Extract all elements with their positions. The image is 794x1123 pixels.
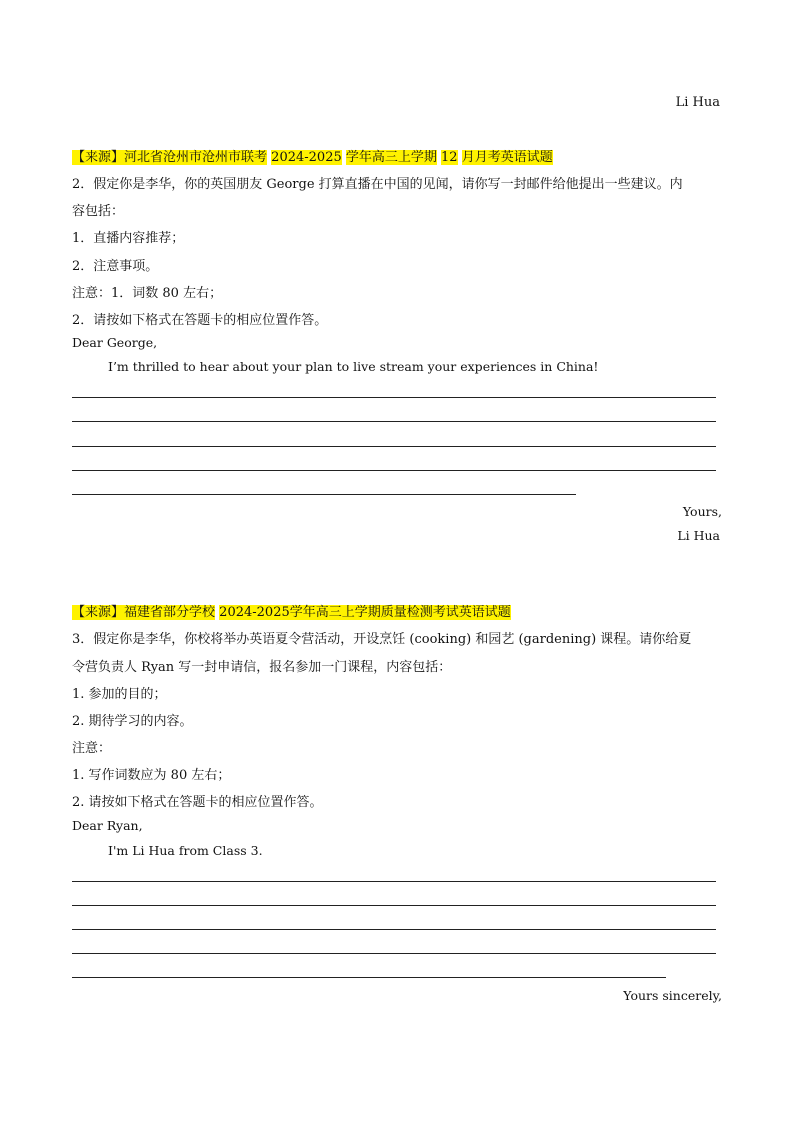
q3-source-line — [72, 601, 511, 620]
q3-note1: 1. 写作词数应为 80 左右； — [72, 768, 231, 783]
q3-item1: 1. 参加的目的； — [72, 687, 167, 702]
q3-greeting: Dear Ryan, — [72, 818, 143, 833]
q2-greeting: Dear George, — [72, 335, 158, 350]
q2-answer-line-5 — [72, 494, 576, 495]
q2-source-term: 学年高三上学期 — [345, 150, 437, 165]
q2-note2: 2．请按如下格式在答题卡的相应位置作答。 — [72, 313, 328, 328]
q2-note1: 注意：1．词数 80 左右； — [72, 286, 223, 301]
q2-prompt-line1: 2．假定你是李华，你的英国朋友 George 打算直播在中国的见闻，请你写一封邮件给他提出一些建议。内 — [72, 177, 683, 192]
q3-note2: 2. 请按如下格式在答题卡的相应位置作答。 — [72, 795, 323, 810]
q2-source-school: 河北省沧州市沧州市联考 — [124, 150, 268, 165]
q3-answer-line-1 — [72, 881, 716, 882]
q3-source-year: 2024-2025 — [219, 605, 290, 620]
q2-answer-line-4 — [72, 470, 716, 471]
q3-prompt-line2: 令营负责人 Ryan 写一封申请信，报名参加一门课程，内容包括： — [72, 660, 452, 675]
q3-answer-line-5 — [72, 977, 666, 978]
q2-source-month: 12 — [441, 150, 458, 165]
q3-note-title: 注意： — [72, 741, 112, 756]
q2-signature: Li Hua — [677, 528, 720, 543]
top-signature: Li Hua — [675, 95, 720, 110]
q2-answer-line-1 — [72, 397, 716, 398]
q3-source-exam: 学年高三上学期质量检测考试英语试题 — [289, 605, 511, 620]
q3-closing: Yours sincerely, — [623, 988, 722, 1003]
q3-source-school: 福建省部分学校 — [124, 605, 216, 620]
q3-answer-line-4 — [72, 953, 716, 954]
q3-opening: I'm Li Hua from Class 3. — [108, 843, 263, 858]
q2-answer-line-3 — [72, 446, 716, 447]
q2-closing: Yours, — [682, 504, 722, 519]
q2-item2: 2．注意事项。 — [72, 259, 159, 274]
q3-source-bracket: 【来源】 — [72, 605, 125, 620]
q2-answer-line-2 — [72, 421, 716, 422]
q2-prompt-line2: 容包括： — [72, 204, 125, 219]
q2-opening: I’m thrilled to hear about your plan to live stream your experiences in China! — [108, 359, 599, 374]
q3-item2: 2. 期待学习的内容。 — [72, 714, 193, 729]
q3-answer-line-3 — [72, 929, 716, 930]
q2-source-year: 2024-2025 — [271, 150, 342, 165]
q3-prompt-line1: 3．假定你是李华，你校将举办英语夏令营活动，开设烹饪 (cooking) 和园艺 (gardening) 课程。请你给夏 — [72, 632, 692, 647]
q2-source-exam: 月月考英语试题 — [461, 150, 553, 165]
q2-source-line — [72, 146, 553, 165]
q2-item1: 1．直播内容推荐； — [72, 231, 185, 246]
q3-answer-line-2 — [72, 905, 716, 906]
q2-source-bracket: 【来源】 — [72, 150, 125, 165]
